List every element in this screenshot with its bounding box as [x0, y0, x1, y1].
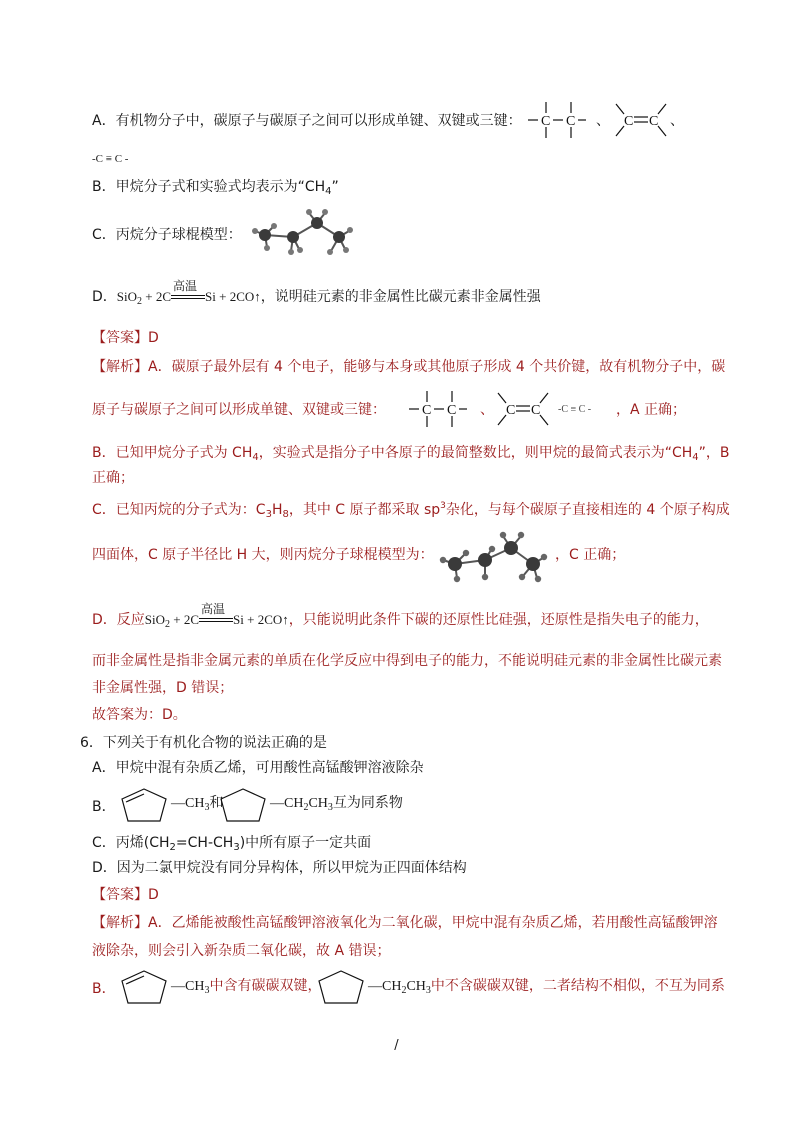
subscript: 8 [282, 509, 289, 520]
q5-option-a-text: A．有机物分子中，碳原子与碳原子之间可以形成单键、双键或三键： [92, 113, 522, 129]
text: ，实验式是指分子中各原子的最简整数比，则甲烷的最简式表示为“CH [258, 445, 693, 461]
subscript: 2 [165, 619, 171, 630]
q5-explanation-b2: 正确； [92, 470, 134, 486]
q5-answer: 【答案】D [92, 330, 159, 346]
subscript: 3 [265, 509, 272, 520]
reaction-condition [171, 279, 205, 308]
quote-end: ” [331, 179, 339, 195]
and-text: 和 [209, 795, 224, 811]
subscript: 3 [327, 802, 333, 813]
q5-explanation-b1 [92, 443, 730, 468]
svg-text:C: C [506, 403, 516, 418]
methylcyclopentene-structure [116, 967, 172, 1007]
reactant-c: + 2C [145, 289, 172, 304]
ethyl-group: $—CH_2CH_3$中不含碳碳双键，二者结构不相似，不互为同系 [368, 978, 725, 996]
subscript: 4 [252, 452, 259, 463]
explanation-text: A．碳原子最外层有 4 个电子，能够与本身或其他原子形成 4 个共价键，故有机物分子中，碳 [148, 359, 726, 375]
methyl-group: $—CH_3$中含有碳碳双键， [171, 978, 322, 996]
text: ，其中 C 原子都采取 sp [288, 502, 441, 518]
q5-final-answer: 故答案为：D。 [92, 707, 187, 723]
q5-option-b-text: B．甲烷分子式和实验式均表示为“CH [92, 179, 326, 195]
reactant-c: + 2C [173, 612, 200, 627]
reaction-equation [116, 279, 261, 307]
q6-option-d: D．因为二氯甲烷没有同分异构体，所以甲烷为正四面体结构 [92, 860, 467, 876]
triple-bond-text: -C ≡ C - [558, 404, 592, 415]
subscript: 3 [204, 802, 210, 813]
separator: 、 [480, 402, 494, 418]
single-bond-structure [524, 98, 594, 142]
q6-explanation-a2: 液除杂，则会引入新杂质二氧化碳，故 A 错误； [92, 943, 391, 959]
q5-explanation-c2: 四面体，C 原子半径比 H 大，则丙烷分子球棍模型为： [92, 547, 434, 563]
svg-text:C: C [649, 114, 659, 129]
q5-option-a [92, 111, 522, 131]
q6-explanation-a1 [92, 913, 718, 933]
text: =CH-CH [175, 835, 234, 851]
single-bond-structure [405, 387, 477, 431]
option-b-text: 互为同系物 [332, 795, 403, 811]
option-d-label: D． [92, 289, 117, 305]
reaction-equation [144, 602, 289, 630]
option-b-label: B． [92, 799, 116, 815]
svg-text:C: C [447, 403, 457, 418]
q5-option-c: C．丙烷分子球棍模型： [92, 227, 242, 243]
q5-explanation-a2: 原子与碳原子之间可以形成单键、双键或三键： [92, 402, 386, 418]
q6-stem: 6．下列关于有机化合物的说法正确的是 [80, 735, 327, 751]
subscript: 2 [169, 842, 176, 853]
reaction-condition [199, 602, 233, 631]
propane-ball-stick-model [245, 207, 357, 263]
text: ”，B [698, 445, 730, 461]
subscript: 2 [303, 802, 309, 813]
ch3-label: CH [185, 796, 205, 811]
reactant-sio2: SiO [144, 612, 166, 627]
text: D．反应 [92, 612, 145, 628]
q6-explanation-b: B． [92, 981, 116, 997]
svg-text:C: C [566, 114, 576, 129]
text: H [271, 502, 283, 518]
condition-label: 高温 [201, 602, 226, 617]
explanation-end: ，C 正确； [555, 547, 626, 563]
svg-text:C: C [422, 403, 432, 418]
svg-text:C: C [531, 403, 541, 418]
q6-answer: 【答案】D [92, 887, 159, 903]
reaction-arrow [171, 295, 205, 299]
triple-bond-text: -C ≡ C - [92, 153, 129, 165]
ch2-label: CH [284, 796, 304, 811]
products: Si + 2CO↑ [233, 612, 289, 627]
option-d-text: ，说明硅元素的非金属性比碳元素非金属性强 [260, 289, 541, 305]
text: 中含有碳碳双键， [209, 978, 322, 994]
text: 杂化，与每个碳原子直接相连的 4 个原子构成 [445, 502, 730, 518]
reaction-arrow [199, 618, 233, 622]
reactant-sio2: SiO [116, 289, 138, 304]
svg-text:C: C [541, 114, 551, 129]
svg-text:C: C [624, 114, 634, 129]
ethylcyclopentane-structure [313, 967, 369, 1007]
superscript: 3 [440, 501, 446, 511]
q5-explanation-d3: 非金属性强，D 错误； [92, 680, 234, 696]
text: C．已知丙烷的分子式为：C [92, 502, 266, 518]
subscript: 4 [325, 186, 332, 197]
explanation-text: A．乙烯能被酸性高锰酸钾溶液氧化为二氧化碳，甲烷中混有杂质乙烯，若用酸性高锰酸钾溶 [148, 915, 718, 931]
page-number: / [394, 1038, 399, 1053]
q5-explanation-a1 [92, 357, 725, 377]
subscript: 4 [692, 452, 699, 463]
methyl-group: $—CH_3$和 [171, 795, 224, 813]
subscript: 2 [137, 296, 143, 307]
ethylcyclopentane-structure [215, 785, 271, 825]
separator: 、 [670, 113, 684, 129]
ethyl-group: $—CH_2CH_3$互为同系物 [270, 795, 403, 813]
explanation-label: 【解析】 [92, 915, 148, 931]
q6-option-a: A．甲烷中混有杂质乙烯，可用酸性高锰酸钾溶液除杂 [92, 760, 424, 776]
propane-ball-stick-model [433, 530, 553, 586]
subscript: 3 [233, 842, 240, 853]
explanation-end: ，A 正确； [616, 402, 687, 418]
text: B．已知甲烷分子式为 CH [92, 445, 253, 461]
separator: 、 [596, 113, 610, 129]
q5-option-b [92, 177, 339, 202]
condition-label: 高温 [173, 279, 198, 294]
double-bond-structure [612, 100, 668, 140]
text: 中不含碳碳双键，二者结构不相似，不互为同系 [430, 978, 725, 994]
q6-option-b [92, 797, 116, 817]
q6-option-c [92, 833, 371, 858]
explanation-label: 【解析】 [92, 359, 148, 375]
double-bond-structure [494, 389, 550, 429]
text: ，只能说明此条件下碳的还原性比硅强，还原性是指失电子的能力， [288, 612, 709, 628]
q5-explanation-d1 [92, 602, 709, 635]
text: C．丙烯(CH [92, 835, 170, 851]
text: )中所有原子一定共面 [239, 835, 372, 851]
products: Si + 2CO↑ [205, 289, 261, 304]
q5-explanation-d2: 而非金属性是指非金属元素的单质在化学反应中得到电子的能力，不能说明硅元素的非金属性比碳元素 [92, 653, 722, 669]
q5-explanation-c1 [92, 496, 730, 525]
methylcyclopentene-structure [116, 785, 172, 825]
q5-option-d [92, 279, 541, 312]
